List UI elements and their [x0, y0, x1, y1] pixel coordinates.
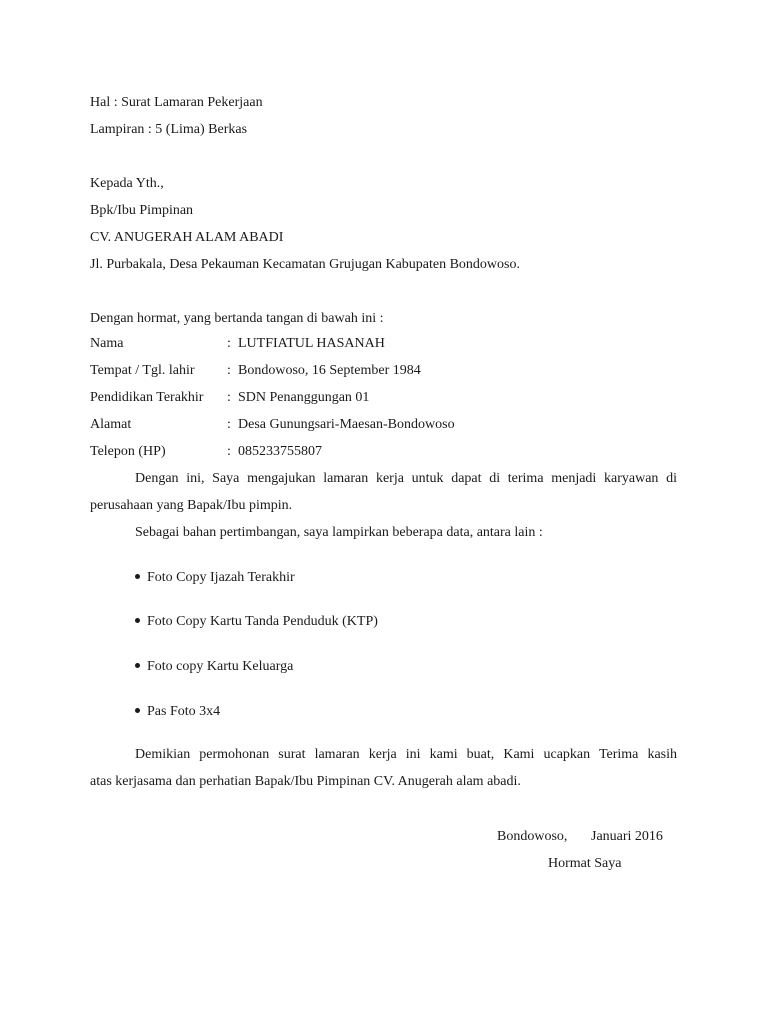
attachment-item	[135, 658, 293, 676]
body-paragraph-1-line-2: perusahaan yang Bapak/Ibu pimpin.	[90, 498, 293, 513]
identity-label: Nama	[90, 336, 124, 351]
identity-value: LUTFIATUL HASANAH	[238, 336, 385, 351]
attachment-item	[135, 613, 378, 631]
bullet-icon	[135, 708, 140, 713]
identity-value: SDN Penanggungan 01	[238, 390, 370, 405]
attachment-item-label: Foto Copy Kartu Tanda Penduduk (KTP)	[147, 614, 378, 629]
attachment-count-line: Lampiran : 5 (Lima) Berkas	[90, 122, 248, 137]
recipient-address: Jl. Purbakala, Desa Pekauman Kecamatan Grujugan Kabupaten Bondowoso.	[90, 257, 520, 272]
identity-colon: :	[227, 363, 231, 378]
identity-colon: :	[227, 444, 231, 459]
identity-label: Alamat	[90, 417, 132, 432]
closing-paragraph-line-1: Demikian permohonan surat lamaran kerja ini kami buat, Kami ucapkan Terima kasih	[135, 747, 677, 762]
closing-paragraph-line-2: atas kerjasama dan perhatian Bapak/Ibu Pimpinan CV. Anugerah alam abadi.	[90, 774, 521, 789]
signature-salutation: Hormat Saya	[548, 856, 622, 871]
identity-colon: :	[227, 390, 231, 405]
signature-place: Bondowoso,	[497, 829, 568, 844]
identity-value: Bondowoso, 16 September 1984	[238, 363, 421, 378]
bullet-icon	[135, 574, 140, 579]
identity-colon: :	[227, 336, 231, 351]
bullet-icon	[135, 618, 140, 623]
signature-date: Januari 2016	[591, 829, 663, 844]
body-paragraph-1-line-1: Dengan ini, Saya mengajukan lamaran kerja untuk dapat di terima menjadi karyawan di	[135, 471, 677, 486]
body-paragraph-2: Sebagai bahan pertimbangan, saya lampirkan beberapa data, antara lain :	[135, 525, 543, 540]
attachment-item-label: Foto Copy Ijazah Terakhir	[147, 570, 295, 585]
identity-label: Pendidikan Terakhir	[90, 390, 204, 405]
greeting: Dengan hormat, yang bertanda tangan di bawah ini :	[90, 311, 384, 326]
recipient-salutation: Kepada Yth.,	[90, 176, 164, 191]
identity-value: 085233755807	[238, 444, 322, 459]
identity-colon: :	[227, 417, 231, 432]
subject-line: Hal : Surat Lamaran Pekerjaan	[90, 95, 263, 110]
attachment-item	[135, 569, 295, 587]
attachment-item-label: Foto copy Kartu Keluarga	[147, 659, 294, 674]
attachment-item-label: Pas Foto 3x4	[147, 704, 221, 719]
identity-label: Telepon (HP)	[90, 444, 166, 459]
identity-value: Desa Gunungsari-Maesan-Bondowoso	[238, 417, 455, 432]
bullet-icon	[135, 663, 140, 668]
attachment-item	[135, 703, 220, 721]
recipient-company: CV. ANUGERAH ALAM ABADI	[90, 230, 284, 245]
recipient-title: Bpk/Ibu Pimpinan	[90, 203, 194, 218]
identity-label: Tempat / Tgl. lahir	[90, 363, 195, 378]
